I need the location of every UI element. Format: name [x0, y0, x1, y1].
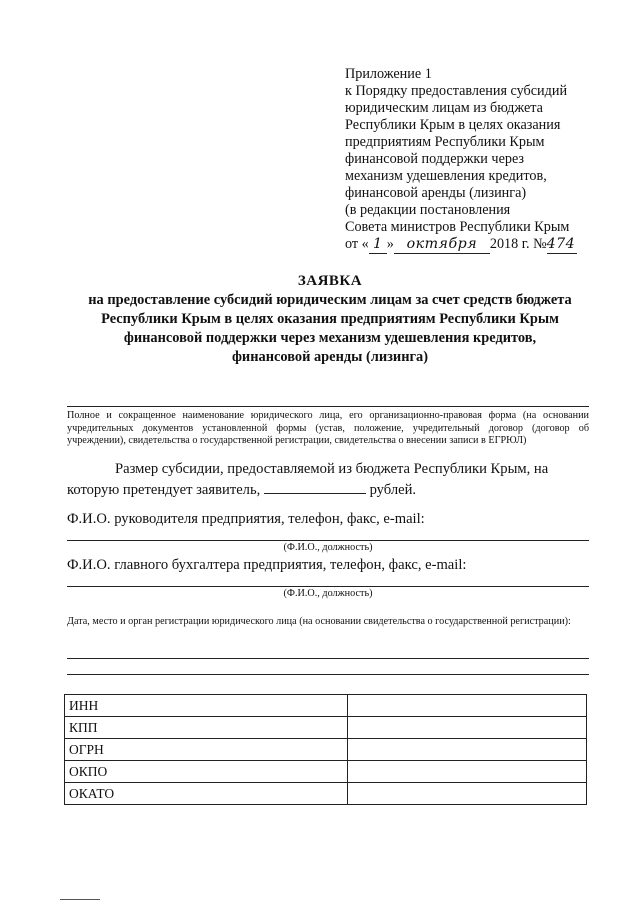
resolution-date-line — [345, 236, 595, 254]
document-title — [40, 272, 620, 367]
code-label: ОГРН — [65, 739, 348, 761]
code-label: ОКАТО — [65, 783, 348, 805]
codes-table — [64, 694, 587, 805]
table-row — [65, 717, 587, 739]
code-label: ОКПО — [65, 761, 348, 783]
code-value — [348, 761, 587, 783]
registration-line-1 — [67, 658, 589, 659]
code-value — [348, 695, 587, 717]
table-row — [65, 695, 587, 717]
appendix-line: предприятиям Республики Крым — [345, 134, 545, 150]
title-line: Республики Крым в целях оказания предприятиям Республики Крым — [101, 311, 559, 327]
footnote-separator — [60, 899, 100, 900]
accountant-label: Ф.И.О. главного бухгалтера предприятия, телефон, факс, e-mail: — [67, 557, 467, 573]
code-label: ИНН — [65, 695, 348, 717]
entity-name-line — [67, 406, 589, 407]
subsidy-text-cont: которую претендует заявитель, — [67, 482, 264, 498]
date-year: 2018 г. № — [489, 236, 547, 252]
registration-caption: Дата, место и орган регистрации юридического лица (на основании свидетельства о государственной регистрации): — [67, 616, 571, 627]
appendix-line: Приложение 1 — [345, 66, 432, 82]
code-value — [348, 739, 587, 761]
date-month-handwritten: октября — [394, 236, 490, 254]
code-value — [348, 717, 587, 739]
title-line: финансовой поддержки через механизм удешевления кредитов, — [123, 330, 537, 346]
accountant-line — [67, 586, 589, 587]
code-value — [348, 783, 587, 805]
director-label: Ф.И.О. руководителя предприятия, телефон, факс, e-mail: — [67, 511, 425, 527]
appendix-line: Республики Крым в целях оказания — [345, 117, 561, 133]
table-row — [65, 739, 587, 761]
appendix-line: финансовой аренды (лизинга) — [345, 185, 527, 201]
director-caption: (Ф.И.О., должность) — [283, 542, 373, 553]
title-line: на предоставление субсидий юридическим лицам за счет средств бюджета — [88, 292, 572, 308]
subsidy-amount-blank — [264, 479, 366, 494]
appendix-line: механизм удешевления кредитов, — [345, 168, 547, 184]
table-row — [65, 761, 587, 783]
appendix-line: (в редакции постановления — [345, 202, 511, 218]
registration-line-2 — [67, 674, 589, 675]
director-line — [67, 540, 589, 541]
title-line: финансовой аренды (лизинга) — [231, 349, 429, 365]
subsidy-paragraph — [67, 459, 589, 500]
date-mid: » — [386, 236, 394, 252]
subsidy-suffix: рублей. — [365, 482, 417, 498]
appendix-block — [345, 66, 595, 254]
appendix-line: Совета министров Республики Крым — [345, 219, 570, 235]
appendix-line: финансовой поддержки через — [345, 151, 525, 167]
appendix-line: юридическим лицам из бюджета — [345, 100, 543, 116]
accountant-caption: (Ф.И.О., должность) — [283, 588, 373, 599]
date-prefix: от « — [345, 236, 369, 252]
table-row — [65, 783, 587, 805]
appendix-line: к Порядку предоставления субсидий — [345, 83, 568, 99]
title-heading: ЗАЯВКА — [297, 273, 363, 289]
entity-name-caption: Полное и сокращенное наименование юридического лица, его организационно-правовая форма (на основании учредительных документов установленной формы (устав, положение, учредительный договор (договор об учреждении), свидетельства о государственной регистрации, свидетельства о внесении записи в ЕГРЮЛ) — [67, 410, 589, 447]
resolution-number-handwritten: 474 — [546, 236, 576, 252]
subsidy-text: Размер субсидии, предоставляемой из бюджета Республики Крым, на — [115, 461, 549, 477]
date-day-handwritten: 1 — [369, 236, 387, 254]
code-label: КПП — [65, 717, 348, 739]
